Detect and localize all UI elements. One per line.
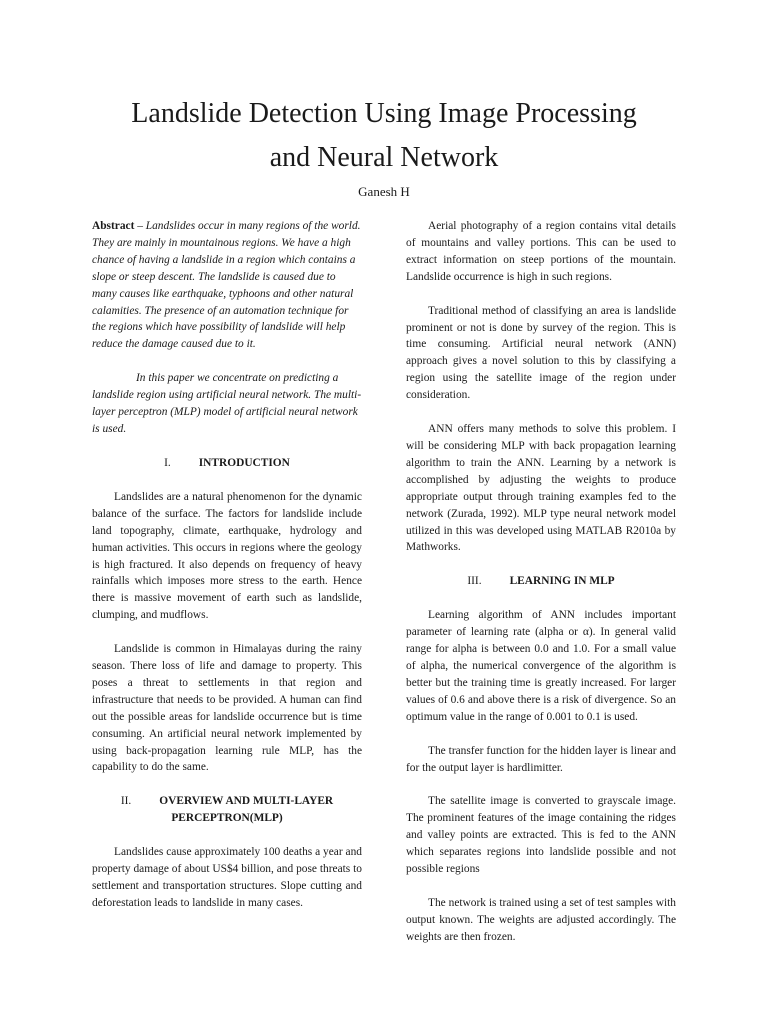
abstract-paragraph — [92, 218, 362, 353]
section-number: II. — [120, 795, 132, 808]
title-line-2: and Neural Network — [269, 142, 499, 173]
section-number: III. — [467, 575, 482, 588]
learning-paragraph-3: The satellite image is converted to grayscale image. The prominent features of the image containing the ridges and valley points are extracted. This is fed to the ANN which separates regions into landslide possible and not possible regions — [406, 795, 676, 876]
overview-paragraph-3: Traditional method of classifying an area is landslide prominent or not is done by survey of the region. This is time consuming. Artificial neural network (ANN) approach gives a novel solution to this by classifying a region using the satellite image of the region under consideration. — [406, 304, 676, 402]
right-column — [406, 218, 676, 963]
abstract-text: Landslides occur in many regions of the world. They are mainly in mountainous regions. We have a high chance of having a landslide in a region which contains a slope or steep descent. The landslide is caused due to many causes like earthquake, typhoons and other natural calamities. The presence of an automation technique for the regions which have possibility of landslide will help reduce the damage caused due to it. — [92, 220, 361, 351]
section-heading-overview — [92, 793, 362, 827]
author-name: Ganesh H — [358, 184, 410, 199]
section-title: OVERVIEW AND MULTI-LAYER PERCEPTRON(MLP) — [159, 795, 334, 825]
overview-paragraph-2: Aerial photography of a region contains vital details of mountains and valley portions. This can be used to extract information on steep portions of the mountain. Landslide occurrence is high in such regions. — [406, 220, 676, 283]
intro-paragraph-2: Landslide is common in Himalayas during the rainy season. There loss of life and damage to property. This poses a threat to settlements in that region and infrastructure that needs to be provided. A human can find out the possible areas for landslide occurrence but is time consuming. An artificial neural network implemented by using back-propagation learning rule MLP, has the capability to do the same. — [92, 643, 362, 774]
learning-paragraph-1: Learning algorithm of ANN includes important parameter of learning rate (alpha or α). In general valid range for alpha is between 0.0 and 1.0. For a small value of alpha, the numerical convergence of the algorithm is better but the training time is greatly increased. For larger values of 0.6 and above there is a risk of divergence. So an optimum value in the range of 0.001 to 0.1 is used. — [406, 609, 676, 723]
section-title: LEARNING IN MLP — [509, 575, 615, 588]
learning-paragraph-2: The transfer function for the hidden layer is linear and for the output layer is hardlimitter. — [406, 744, 676, 774]
paper-title — [80, 92, 688, 180]
learning-paragraph-4: The network is trained using a set of test samples with output known. The weights are adjusted accordingly. The weights are then frozen. — [406, 897, 676, 943]
abstract-separator: – — [134, 220, 146, 232]
left-column — [92, 218, 362, 929]
abstract-paragraph-2: In this paper we concentrate on predicting a landslide region using artificial neural network. The multi-layer perceptron (MLP) model of artificial neural network is used. — [92, 372, 362, 435]
section-heading-introduction — [92, 455, 362, 472]
overview-paragraph-1: Landslides cause approximately 100 deaths a year and property damage of about US$4 billion, and pose threats to settlement and transportation structures. Slope cutting and deforestation leads to landslide in many cases. — [92, 846, 362, 910]
section-title: INTRODUCTION — [198, 456, 290, 469]
title-line-1: Landslide Detection Using Image Processing — [131, 98, 637, 129]
abstract-label: Abstract — [92, 220, 135, 232]
section-heading-learning — [406, 573, 676, 590]
overview-paragraph-4: ANN offers many methods to solve this problem. I will be considering MLP with back propagation learning algorithm to train the ANN. Learning by a network is accomplished by adjusting the weights to produce appropriate output through training examples fed to the network (Zurada, 1992). MLP type neural network model utilized in this was developed using MATLAB R2010a by Mathworks. — [406, 423, 676, 554]
section-number: I. — [164, 456, 171, 469]
intro-paragraph-1: Landslides are a natural phenomenon for the dynamic balance of the surface. The factors for landslide include land topography, climate, earthquake, hydrology and human activities. This occurs in regions where the geology is high fractured. It also depends on frequency of heavy rainfalls which imposes more stress to the earth. Hence there is massive movement of earth such as landslide, clumping, and mudflows. — [92, 490, 362, 622]
